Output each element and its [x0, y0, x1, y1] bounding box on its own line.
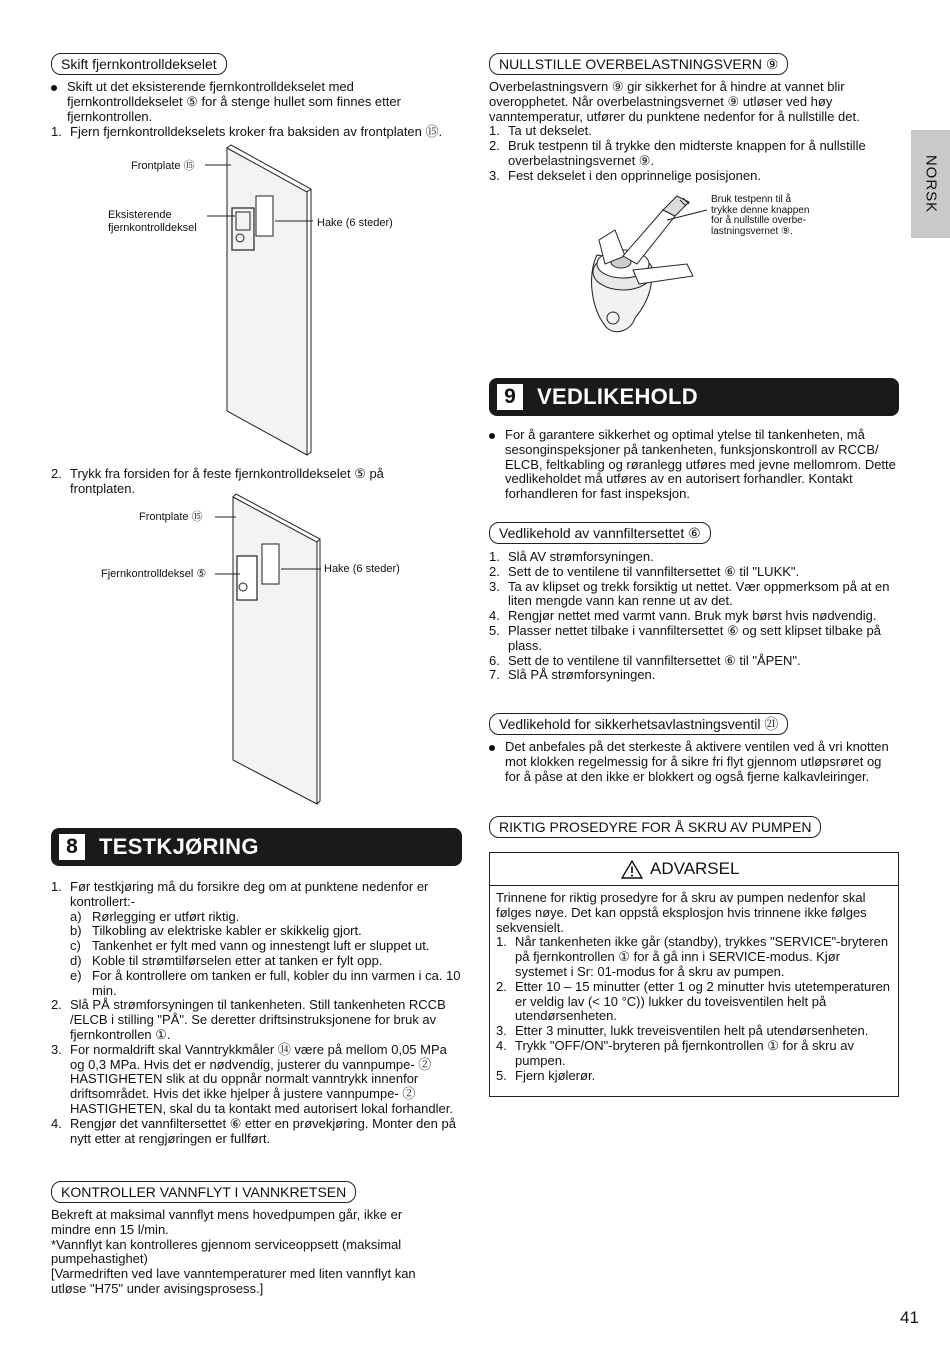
test-sub-d-num: d): [70, 952, 82, 968]
filter-step-5-text: Plasser nettet tilbake i vannfiltersettet ⑥ og sett klipset tilbake på plass.: [508, 622, 881, 653]
cover-step-2-text: Trykk fra forsiden for å feste fjernkontrolldekselet ⑤ på frontplaten.: [70, 466, 384, 496]
warning-title: ADVARSEL: [650, 859, 740, 878]
test-sub-d-text: Koble til strømtilførselen etter at tanken er fylt opp.: [92, 952, 383, 968]
filter-step-3-text: Ta av klipset og trekk forsiktig ut nettet. Vær oppmerksom på at en liten mengde vann kan renne ut av det.: [508, 578, 890, 609]
filter-steps: [489, 550, 897, 683]
valve-bullet-text: Det anbefales på det sterkeste å aktivere ventilen ved å vri knotten mot klokken regelmessig for å sikre fri flyt gjennom utløpsrøret og for å påse at den ikke er blokkert og også fjerne kalkavleiringer.: [505, 739, 889, 784]
maintenance-bullet-text: For å garantere sikkerhet og optimal ytelse til tankenheten, må sesonginspeksjoner på tankenheten, funksjonskontroll av RCCB/ ELCB, feltkabling og røranlegg utføres med jevne mellomrom. Dette vedlikeholdet må utføres av en autorisert forhandler. Kontakt forhandleren for fast inspeksjon.: [505, 427, 896, 502]
pump-step-1-num: 1.: [496, 934, 507, 950]
frontplate-figure-2: [95, 490, 465, 808]
cover-bullet-text: Skift ut det eksisterende fjernkontrolldekselet med fjernkontrolldekselet ⑤ for å stenge hullet som finnes etter fjernkontrollen.: [67, 79, 401, 124]
filter-step-4-num: 4.: [489, 608, 500, 624]
test-item-1-text: Før testkjøring må du forsikre deg om at punktene nedenfor er kontrollert:-: [70, 879, 429, 909]
fig1-existing-cover-label: Eksisterende fjernkontrolldeksel: [108, 209, 197, 234]
filter-step-5-num: 5.: [489, 622, 500, 638]
filter-step-1-num: 1.: [489, 549, 500, 564]
section-9-banner: [489, 378, 899, 416]
reset-section-header: NULLSTILLE OVERBELASTNINGSVERN ⑨: [489, 53, 788, 75]
test-sub-b-text: Tilkobling av elektriske kabler er skikkelig gjort.: [92, 923, 362, 939]
section-8-title: TESTKJØRING: [99, 834, 259, 859]
cover-bullet: [51, 80, 461, 124]
pump-step-5-num: 5.: [496, 1067, 507, 1083]
cover-step-1-num: 1.: [51, 124, 62, 139]
warning-triangle-icon: [621, 860, 643, 879]
flow-section-header: KONTROLLER VANNFLYT I VANNKRETSEN: [51, 1181, 356, 1203]
reset-intro: Overbelastningsvern ⑨ gir sikkerhet for å hindre at vannet blir overopphetet. Når overbelastningsvernet ⑨ utløser ved høy vanntemperatur, utfører du punktene nedenfor for å nullstille det.: [489, 79, 860, 124]
test-sub-e-num: e): [70, 967, 82, 983]
test-sub-a-num: a): [70, 908, 82, 924]
warning-content: [496, 891, 894, 1083]
reset-step-2-text: Bruk testpenn til å trykke den midterste knappen for å nullstille overbelastningsvernet ⑨.: [508, 138, 866, 168]
pump-step-3-num: 3.: [496, 1023, 507, 1039]
cover-step-1: [51, 125, 471, 140]
filter-step-7-text: Slå PÅ strømforsyningen.: [508, 667, 656, 683]
reset-text: [489, 80, 894, 184]
filter-step-4-text: Rengjør nettet med varmt vann. Bruk myk børst hvis nødvendig.: [508, 608, 877, 624]
pump-step-5-text: Fjern kjølerør.: [515, 1067, 596, 1083]
flow-line-1: Bekreft at maksimal vannflyt mens hovedpumpen går, ikke er mindre enn 15 l/min.: [51, 1207, 403, 1237]
pump-step-4-num: 4.: [496, 1037, 507, 1053]
test-item-4-num: 4.: [51, 1115, 62, 1131]
reset-step-1-num: 1.: [489, 123, 500, 139]
filter-step-1-text: Slå AV strømforsyningen.: [508, 549, 654, 564]
flow-text: [51, 1208, 441, 1297]
pump-step-1-text: Når tankenheten ikke går (standby), trykkes "SERVICE"-bryteren på fjernkontrollen ① for å gå inn i SERVICE-modus. Kjør systemet i Sr: 01-modus for å skru av pumpen.: [515, 934, 889, 979]
reset-step-3-text: Fest dekselet i den opprinnelige posisjonen.: [508, 167, 761, 183]
test-item-3-text: For normaldrift skal Vanntrykkmåler ⑭ være på mellom 0,05 MPa og 0,3 MPa. Hvis det er nødvendig, justerer du vannpumpe- ② HASTIGHETEN slik at du oppnår normalt vanntrykk innenfor driftsområdet. Hvis det ikke hjelper å justere vannpumpe- ② HASTIGHETEN, skal du ta kontakt med autorisert lokal forhandler.: [70, 1041, 453, 1116]
pump-step-4-text: Trykk "OFF/ON"-bryteren på fjernkontrollen ① for å skru av pumpen.: [515, 1037, 854, 1068]
test-run-list: [51, 880, 463, 1146]
filter-step-6-text: Sett de to ventilene til vannfiltersettet ⑥ til "ÅPEN".: [508, 652, 801, 668]
language-tab: [911, 130, 950, 238]
cover-section-header: Skift fjernkontrolldekselet: [51, 53, 227, 75]
frontplate-figure-1: [95, 140, 465, 458]
maintenance-bullet: [489, 428, 897, 502]
reset-step-2-num: 2.: [489, 138, 500, 154]
valve-bullet: [489, 740, 897, 784]
section-9-title: VEDLIKEHOLD: [537, 384, 698, 409]
test-sub-b-num: b): [70, 923, 82, 939]
test-sub-e-text: For å kontrollere om tanken er full, kobler du inn varmen i ca. 10 min.: [92, 967, 461, 998]
filter-step-2-num: 2.: [489, 563, 500, 579]
overload-protector-figure: [575, 190, 715, 335]
test-item-1-num: 1.: [51, 879, 62, 894]
pump-step-2-text: Etter 10 – 15 minutter (etter 1 og 2 minutter hvis utetemperaturen er veldig lav (< 10 °C)) lukker du toveisventilen helt på utendørsenheten.: [515, 978, 891, 1024]
test-item-2-num: 2.: [51, 997, 62, 1013]
fig2-cover-label: Fjernkontrolldeksel ⑤: [101, 568, 207, 580]
flow-line-3: [Varmedriften ved lave vanntemperaturer med liten vannflyt kan utløse "H75" under avisingsprosess.]: [51, 1266, 416, 1296]
section-8-banner: [51, 828, 462, 866]
cover-step-1-text: Fjern fjernkontrolldekselets kroker fra baksiden av frontplaten ⑮.: [70, 124, 443, 139]
valve-section-header: Vedlikehold for sikkerhetsavlastningsventil ㉑: [489, 713, 788, 735]
reset-step-1-text: Ta ut dekselet.: [508, 123, 592, 139]
flow-line-2: *Vannflyt kan kontrolleres gjennom serviceoppsett (maksimal pumpehastighet): [51, 1236, 402, 1267]
filter-section-header: Vedlikehold av vannfiltersettet ⑥: [489, 522, 711, 544]
section-9-number: 9: [497, 384, 523, 410]
page-number: 41: [900, 1308, 919, 1327]
filter-step-6-num: 6.: [489, 652, 500, 668]
test-sub-c-text: Tankenhet er fylt med vann og innestengt luft er sluppet ut.: [92, 938, 430, 954]
pump-step-2-num: 2.: [496, 978, 507, 994]
test-item-2-text: Slå PÅ strømforsyningen til tankenheten. Still tankenheten RCCB /ELCB i stilling "PÅ". Se deretter driftsinstruksjonene for bruk av fjernkontrollen ①.: [70, 997, 446, 1042]
filter-step-7-num: 7.: [489, 667, 500, 683]
section-8-number: 8: [59, 834, 85, 860]
fig2-hook-label: Hake (6 steder): [324, 563, 400, 575]
warning-header: [490, 853, 898, 886]
pump-step-3-text: Etter 3 minutter, lukk treveisventilen helt på utendørsenheten.: [515, 1023, 869, 1039]
reset-step-3-num: 3.: [489, 167, 500, 183]
warning-intro: Trinnene for riktig prosedyre for å skru av pumpen nedenfor skal følges nøye. Det kan oppstå eksplosjon hvis trinnene ikke følges sekvensielt.: [496, 890, 867, 935]
filter-step-3-num: 3.: [489, 578, 500, 594]
test-sub-c-num: c): [70, 938, 81, 954]
cover-step-2-num: 2.: [51, 466, 62, 481]
pump-section-header: RIKTIG PROSEDYRE FOR Å SKRU AV PUMPEN: [489, 816, 821, 838]
filter-step-2-text: Sett de to ventilene til vannfiltersettet ⑥ til "LUKK".: [508, 563, 800, 579]
overload-figure-caption: Bruk testpenn til å trykke denne knappen for å nullstille overbe-lastningsvernet ⑨.: [711, 194, 810, 237]
language-tab-label: NORSK: [922, 154, 939, 214]
test-item-4-text: Rengjør det vannfiltersettet ⑥ etter en prøvekjøring. Monter den på nytt etter at rengjøringen er fullført.: [70, 1115, 456, 1146]
test-item-3-num: 3.: [51, 1041, 62, 1057]
fig2-frontplate-label: Frontplate ⑮: [139, 511, 203, 523]
warning-box: [489, 852, 899, 1097]
fig1-hook-label: Hake (6 steder): [317, 217, 393, 229]
test-sub-a-text: Rørlegging er utført riktig.: [92, 908, 240, 924]
fig1-frontplate-label: Frontplate ⑮: [131, 160, 195, 172]
